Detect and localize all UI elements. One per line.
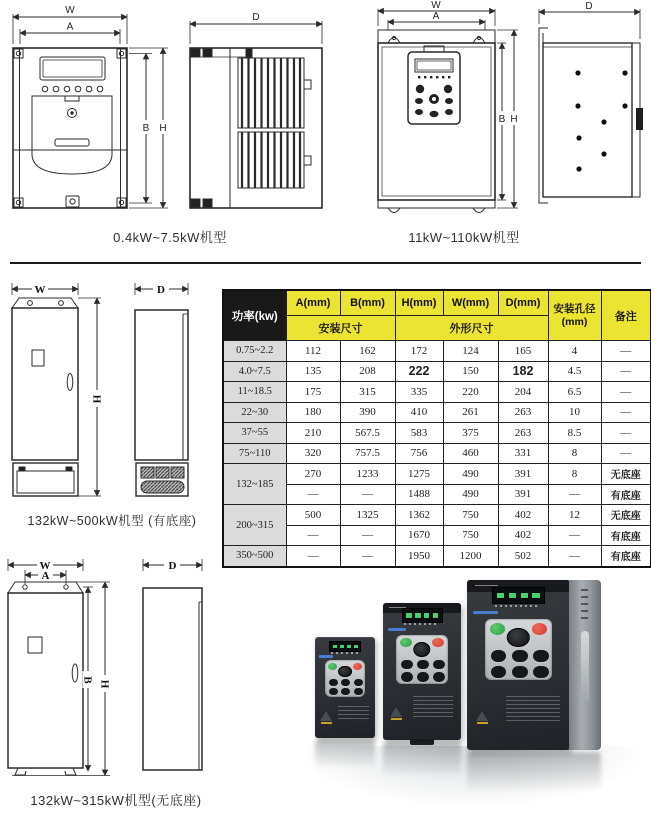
power-range-cell: 4.0~7.5 [223, 361, 286, 382]
dim-label-b: B [81, 676, 94, 684]
brand-logo [319, 655, 333, 658]
drawing-small-inverter [0, 0, 330, 252]
dim-w-cell: 750 [443, 525, 498, 546]
mount-group-header: 安装尺寸 [286, 316, 395, 341]
warning-text-lines [506, 696, 560, 722]
dim-w-cell: 490 [443, 464, 498, 485]
caption-cabinet-no-base: 132kW~315kW机型(无底座) [30, 793, 202, 808]
dim-d-cell: 391 [498, 484, 548, 505]
dim-b-cell: 567.5 [340, 423, 395, 444]
dim-label-h: H [510, 114, 518, 125]
dim-label-h: H [90, 394, 103, 404]
power-range-cell: 0.75~2.2 [223, 341, 286, 362]
table-header-row-1 [223, 290, 651, 316]
vent-slots [581, 589, 588, 623]
reflection-large [467, 752, 601, 804]
dim-note-cell: — [601, 361, 651, 382]
dimension-table-body [223, 341, 651, 567]
table-row [223, 361, 651, 382]
table-row [223, 341, 651, 362]
power-range-cell: 75~110 [223, 443, 286, 464]
dim-w-cell: 460 [443, 443, 498, 464]
dim-a-cell: 270 [286, 464, 340, 485]
dim-hole-cell: — [548, 484, 601, 505]
warning-triangle-icon [476, 711, 488, 721]
dim-note-cell: — [601, 402, 651, 423]
dim-label-a: A [432, 11, 440, 22]
dim-note-cell: 无底座 [601, 464, 651, 485]
jog-knob [507, 628, 529, 647]
dim-a-cell: 135 [286, 361, 340, 382]
dim-d-cell: 165 [498, 341, 548, 362]
warning-triangle-icon [390, 707, 402, 717]
inverter-unit-small [315, 637, 375, 738]
warning-text-lines [338, 706, 369, 721]
dim-w-cell: 124 [443, 341, 498, 362]
inverter-unit-large [467, 580, 570, 750]
dim-h-cell: 583 [395, 423, 443, 444]
table-row [223, 505, 651, 526]
dim-label-h: H [98, 679, 111, 689]
dim-d-cell: 391 [498, 464, 548, 485]
dim-hole-cell: 6.5 [548, 382, 601, 403]
jog-knob [413, 642, 430, 657]
dim-w-cell: 150 [443, 361, 498, 382]
dim-note-cell: — [601, 382, 651, 403]
stop-button [353, 663, 362, 670]
dim-label-d: D [585, 1, 593, 12]
mount-hole-unit: (mm) [561, 315, 588, 328]
dim-a-cell: 112 [286, 341, 340, 362]
table-row [223, 402, 651, 423]
caption-medium-inverter: 11kW~110kW机型 [408, 230, 520, 245]
power-range-cell: 132~185 [223, 464, 286, 505]
dim-d-cell: 402 [498, 525, 548, 546]
dim-b-cell: — [340, 546, 395, 567]
indicator-dot-row [495, 605, 540, 607]
table-row [223, 423, 651, 444]
dim-b-cell: 162 [340, 341, 395, 362]
keypad-panel [485, 619, 553, 680]
dim-w-cell: 261 [443, 402, 498, 423]
section-divider [10, 262, 641, 264]
dim-label-b: B [498, 114, 506, 125]
dim-b-cell: 757.5 [340, 443, 395, 464]
power-range-cell: 11~18.5 [223, 382, 286, 403]
outline-group-header: 外形尺寸 [395, 316, 548, 341]
dim-hole-cell: 10 [548, 402, 601, 423]
dim-hole-cell: — [548, 546, 601, 567]
table-row [223, 443, 651, 464]
dim-a-cell: 320 [286, 443, 340, 464]
led-display [402, 608, 443, 622]
inverter-large-side-panel [569, 580, 601, 750]
dim-label-a: A [66, 21, 74, 33]
dim-h-cell: 1488 [395, 484, 443, 505]
mount-hole-header-cell [548, 290, 601, 341]
dim-d-cell: 331 [498, 443, 548, 464]
dim-h-cell: 756 [395, 443, 443, 464]
table-row [223, 484, 651, 505]
dim-label-a: A [41, 570, 50, 582]
dim-w-cell: 375 [443, 423, 498, 444]
col-header-a: A(mm) [286, 290, 340, 316]
brand-logo [388, 628, 407, 631]
dim-hole-cell: 8 [548, 443, 601, 464]
dim-h-cell: 1275 [395, 464, 443, 485]
drawing-cabinet-no-base [0, 555, 250, 814]
dim-d-cell: 263 [498, 423, 548, 444]
run-button [400, 638, 411, 647]
function-buttons [400, 659, 446, 684]
dim-note-cell: 无底座 [601, 505, 651, 526]
dim-w-cell: 220 [443, 382, 498, 403]
dim-d-cell: 502 [498, 546, 548, 567]
dim-label-w: W [39, 560, 51, 572]
stop-button [532, 623, 547, 635]
brand-logo [473, 611, 498, 614]
reflection-small [315, 740, 375, 778]
run-button [490, 623, 505, 635]
dim-w-cell: 750 [443, 505, 498, 526]
dim-hole-cell: 4.5 [548, 361, 601, 382]
remark-header-cell: 备注 [601, 290, 651, 341]
mount-hole-label: 安装孔径 [553, 303, 596, 316]
dim-note-cell: — [601, 443, 651, 464]
dim-note-cell: 有底座 [601, 484, 651, 505]
dim-hole-cell: 4 [548, 341, 601, 362]
dim-note-cell: 有底座 [601, 546, 651, 567]
dim-b-cell: 208 [340, 361, 395, 382]
indicator-dot-row [404, 623, 438, 625]
dim-a-cell: — [286, 484, 340, 505]
warning-triangle-icon [320, 711, 332, 721]
dim-a-cell: — [286, 525, 340, 546]
dim-hole-cell: 8.5 [548, 423, 601, 444]
dim-label-w: W [34, 284, 46, 296]
dim-label-d: D [157, 284, 165, 296]
col-header-h: H(mm) [395, 290, 443, 316]
dim-note-cell: 有底座 [601, 525, 651, 546]
caption-small-inverter: 0.4kW~7.5kW机型 [113, 230, 227, 245]
dim-b-cell: 390 [340, 402, 395, 423]
reflection-medium [383, 742, 461, 788]
dim-hole-cell: 8 [548, 464, 601, 485]
dim-b-cell: 1233 [340, 464, 395, 485]
dim-h-cell: 1362 [395, 505, 443, 526]
dim-a-cell: 175 [286, 382, 340, 403]
power-header-cell: 功率(kw) [223, 290, 286, 341]
function-buttons [328, 678, 364, 696]
function-buttons [489, 649, 550, 680]
dim-label-w: W [65, 5, 75, 16]
keypad-panel [325, 660, 365, 696]
dim-a-cell: 210 [286, 423, 340, 444]
caption-cabinet-with-base: 132kW~500kW机型 (有底座) [27, 514, 197, 528]
dim-a-cell: 180 [286, 402, 340, 423]
dim-d-cell: 402 [498, 505, 548, 526]
inverter-unit-medium [383, 603, 461, 740]
dim-label-h: H [159, 123, 167, 134]
dim-h-cell: 1950 [395, 546, 443, 567]
col-header-w: W(mm) [443, 290, 498, 316]
stop-button [432, 638, 443, 647]
dim-h-cell: 335 [395, 382, 443, 403]
run-button [328, 663, 337, 670]
warning-text-lines [413, 696, 454, 717]
dim-d-cell: 182 [498, 361, 548, 382]
dim-hole-cell: — [548, 525, 601, 546]
led-display [492, 587, 546, 604]
dim-b-cell: 1325 [340, 505, 395, 526]
drawing-medium-inverter [330, 0, 651, 252]
power-range-cell: 350~500 [223, 546, 286, 567]
dim-note-cell: — [601, 341, 651, 362]
dim-label-d: D [252, 12, 260, 23]
dim-hole-cell: 12 [548, 505, 601, 526]
dim-h-cell: 1670 [395, 525, 443, 546]
table-row [223, 382, 651, 403]
dim-d-cell: 263 [498, 402, 548, 423]
dimension-table [222, 289, 651, 568]
indicator-dot-row [331, 652, 357, 654]
dim-label-w: W [431, 0, 441, 11]
jog-knob [338, 666, 352, 678]
side-handle-slot [581, 631, 589, 702]
dim-h-cell: 172 [395, 341, 443, 362]
dim-b-cell: 315 [340, 382, 395, 403]
dim-label-b: B [142, 123, 150, 134]
dim-w-cell: 490 [443, 484, 498, 505]
dim-h-cell: 222 [395, 361, 443, 382]
dim-a-cell: — [286, 546, 340, 567]
dim-note-cell: — [601, 423, 651, 444]
dim-d-cell: 204 [498, 382, 548, 403]
col-header-b: B(mm) [340, 290, 395, 316]
dim-a-cell: 500 [286, 505, 340, 526]
dim-w-cell: 1200 [443, 546, 498, 567]
dim-b-cell: — [340, 484, 395, 505]
table-row [223, 464, 651, 485]
power-range-cell: 200~315 [223, 505, 286, 546]
col-header-d: D(mm) [498, 290, 548, 316]
dim-h-cell: 410 [395, 402, 443, 423]
power-range-cell: 22~30 [223, 402, 286, 423]
product-photo [292, 556, 651, 814]
led-display [329, 641, 361, 652]
dim-label-d: D [168, 560, 177, 572]
dim-b-cell: — [340, 525, 395, 546]
keypad-panel [396, 635, 447, 684]
power-range-cell: 37~55 [223, 423, 286, 444]
table-row [223, 525, 651, 546]
